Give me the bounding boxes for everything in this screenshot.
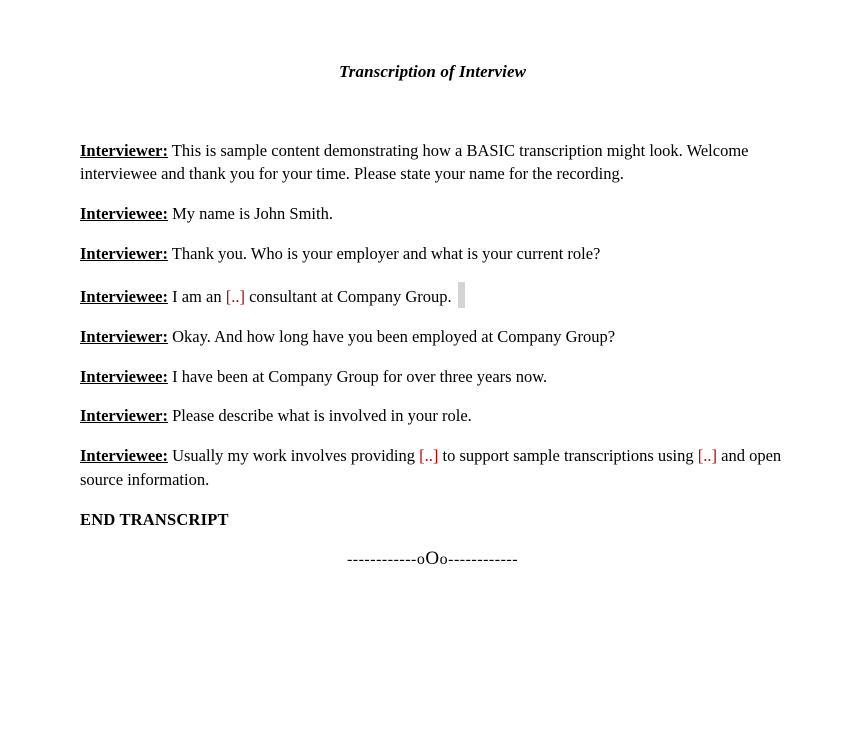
transcript-line [80, 444, 795, 491]
transcript-text: This is sample content demonstrating how a BASIC transcription might look. Welcome interviewee and thank you for your time. Please state your name for the recording. [80, 140, 749, 183]
speaker-label: Interviewee: [80, 366, 168, 386]
speaker-label: Interviewer: [80, 243, 168, 263]
transcript-text: consultant at Company Group. [244, 286, 452, 306]
footer-ornament-center: O [425, 548, 440, 569]
transcript-text: to support sample transcriptions using [438, 446, 698, 466]
transcript-line [80, 365, 795, 388]
speaker-label: Interviewee: [80, 286, 168, 306]
transcript-text: I have been at Company Group for over three years now. [167, 366, 548, 386]
speaker-label: Interviewer: [80, 326, 168, 346]
footer-ornament-left: ------------o [346, 551, 426, 568]
speaker-label: Interviewee: [80, 203, 168, 223]
transcript-text: Okay. And how long have you been employed at Company Group? [167, 326, 616, 346]
transcript-text: Thank you. Who is your employer and what is your current role? [167, 243, 601, 263]
transcript-text: and open source information. [80, 446, 782, 489]
transcript-line [80, 242, 795, 265]
text-cursor[interactable] [458, 282, 465, 308]
redaction-marker: [..] [697, 446, 718, 466]
end-transcript-label: END TRANSCRIPT [80, 510, 229, 529]
transcript-text: My name is John Smith. [167, 203, 333, 223]
redaction-marker: [..] [225, 286, 245, 306]
transcript-body [80, 122, 795, 505]
transcript-line [80, 325, 795, 348]
transcript-text: Please describe what is involved in your role. [167, 406, 472, 426]
transcript-line [80, 202, 795, 225]
redaction-marker: [..] [419, 446, 439, 466]
footer-ornament [0, 548, 865, 570]
speaker-label: Interviewee: [80, 446, 168, 466]
document-title: Transcription of Interview [338, 62, 527, 81]
transcript-line [80, 139, 795, 186]
transcript-line [80, 282, 795, 308]
speaker-label: Interviewer: [80, 406, 168, 426]
footer-ornament-right: o------------ [439, 551, 519, 568]
transcript-text: Usually my work involves providing [167, 446, 420, 466]
speaker-label: Interviewer: [80, 140, 168, 160]
transcript-text: I am an [167, 286, 226, 306]
transcript-line [80, 404, 795, 427]
